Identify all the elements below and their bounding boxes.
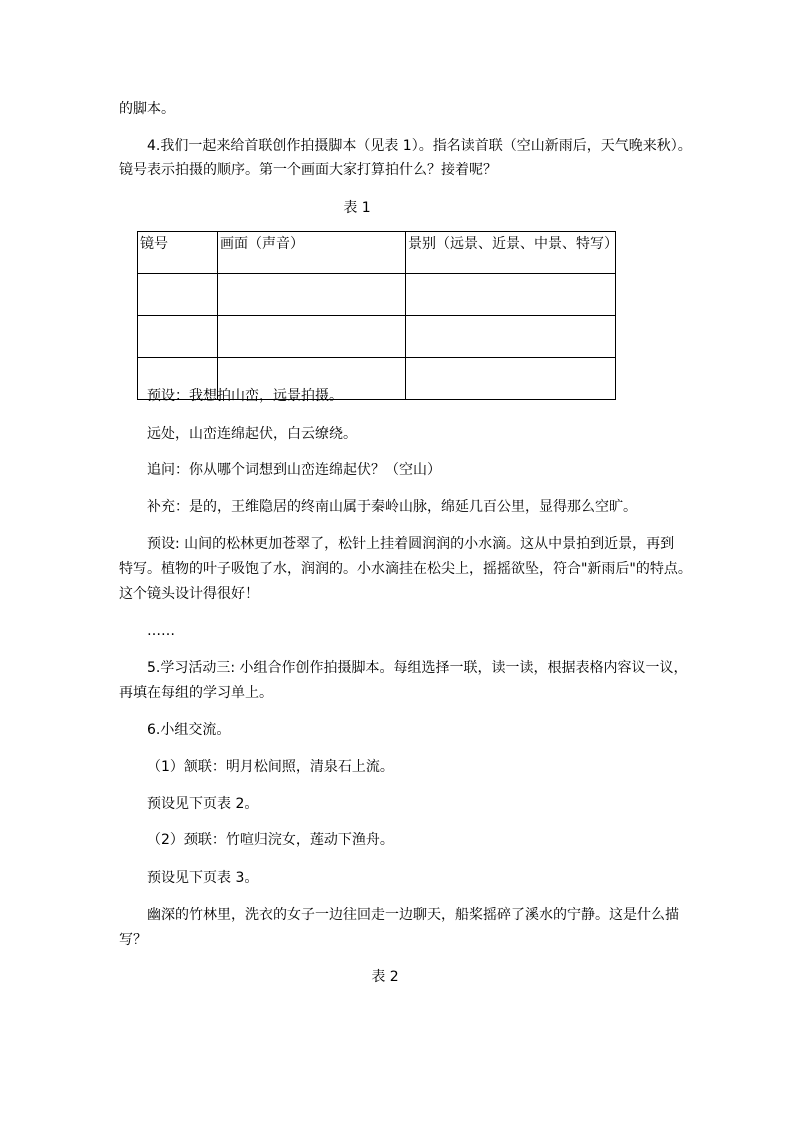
table-cell [406, 316, 616, 358]
text-line: 镜号表示拍摄的顺序。第一个画面大家打算拍什么？接着呢？ [119, 162, 497, 178]
table-cell [138, 274, 218, 316]
text-line: 补充：是的，王维隐居的终南山属于秦岭山脉，绵延几百公里，显得那么空旷。 [147, 499, 637, 515]
text-line: 的脚本。 [119, 101, 175, 117]
header-picture-sound: 画面（声音） [218, 232, 406, 274]
table-cell [218, 274, 406, 316]
table1-caption: 表 1 [343, 200, 371, 216]
text-line: 这个镜头设计得很好！ [119, 586, 259, 602]
table2-caption: 表 2 [371, 969, 399, 985]
text-line: （2）颈联：竹喧归浣女，莲动下渔舟。 [147, 832, 394, 848]
table-row [138, 274, 616, 316]
text-line: 5.学习活动三: 小组合作创作拍摄脚本。每组选择一联，读一读，根据表格内容议一议， [147, 660, 688, 676]
text-line: 4.我们一起来给首联创作拍摄脚本（见表 1）。指名读首联（空山新雨后，天气晚来秋）。 [147, 138, 692, 154]
table-cell [218, 316, 406, 358]
text-line: 6.小组交流。 [147, 722, 231, 738]
text-line: 特写。植物的叶子吸饱了水，润润的。小水滴挂在松尖上，摇摇欲坠，符合"新雨后"的特点。 [119, 561, 692, 577]
table-header-row [138, 232, 616, 274]
header-shot-size: 景别（远景、近景、中景、特写） [406, 232, 616, 274]
shooting-script-table-1 [137, 231, 616, 400]
text-line: 幽深的竹林里，洗衣的女子一边往回走一边聊天，船桨摇碎了溪水的宁静。这是什么描 [147, 907, 679, 923]
header-shot-number: 镜号 [138, 232, 218, 274]
table-row [138, 316, 616, 358]
text-line: 预设见下页表 3。 [147, 870, 259, 886]
text-line: 追问：你从哪个词想到山峦连绵起伏？（空山） [147, 462, 441, 478]
table-cell [406, 358, 616, 400]
text-line: 写？ [119, 932, 147, 948]
text-line: 预设：我想拍山峦，远景拍摄。 [147, 388, 343, 404]
text-line: …… [147, 623, 175, 639]
text-line: 预设: 山间的松林更加苍翠了，松针上挂着圆润润的小水滴。这从中景拍到近景，再到 [147, 536, 675, 552]
table-cell [138, 316, 218, 358]
text-line: 预设见下页表 2。 [147, 796, 259, 812]
text-line: 远处，山峦连绵起伏，白云缭绕。 [147, 426, 357, 442]
table-cell [406, 274, 616, 316]
text-line: 再填在每组的学习单上。 [119, 685, 273, 701]
text-line: （1）颔联：明月松间照，清泉石上流。 [147, 759, 394, 775]
